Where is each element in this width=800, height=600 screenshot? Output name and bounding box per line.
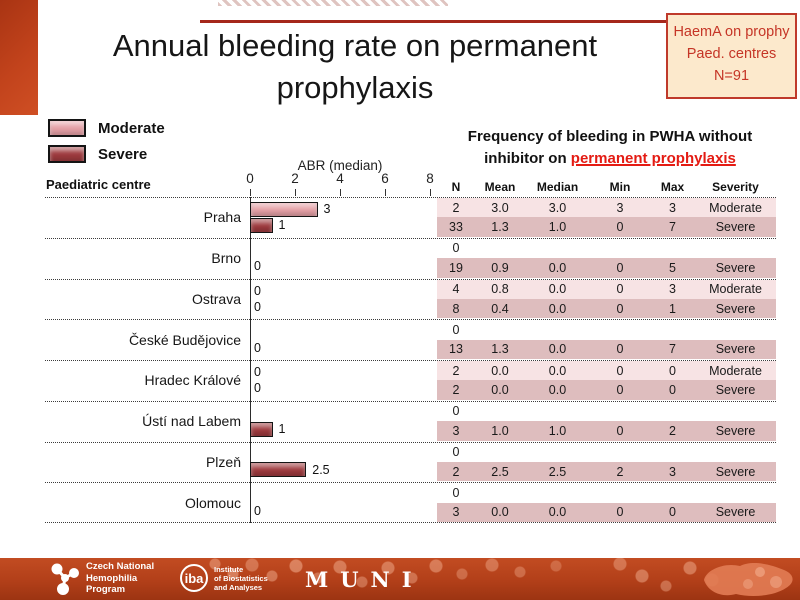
table-cell: 0.0	[548, 342, 567, 357]
centre-label: Ostrava	[191, 290, 241, 307]
iba-line3: and Analyses	[214, 582, 263, 592]
iba-logo-text	[214, 565, 268, 592]
table-title-line2-prefix: inhibitor on	[484, 150, 571, 167]
top-pattern-strip	[218, 0, 448, 6]
table-cell: 1.3	[491, 342, 509, 357]
bar-value-label: 1	[278, 422, 286, 437]
table-row-severe	[437, 299, 776, 318]
bar-line	[250, 380, 261, 396]
table-cell: Moderate	[709, 282, 762, 297]
table-cell: 0.0	[548, 505, 567, 520]
x-tick-label-0: 0	[246, 171, 254, 186]
table-cell: Severe	[715, 342, 756, 357]
cnhp-line1: Czech National	[86, 561, 155, 572]
table-row-severe	[437, 217, 776, 236]
bar-line	[250, 462, 330, 478]
iba-name: iba	[184, 570, 204, 586]
table-cell: 4	[452, 282, 460, 297]
table-row-moderate	[437, 361, 776, 380]
table-title-line2	[445, 148, 775, 170]
table-cell: 0	[616, 363, 624, 378]
table-cell: 2	[616, 464, 624, 479]
severe-swatch-icon	[48, 145, 86, 163]
table-cell: 0	[669, 363, 676, 378]
table-row-empty	[437, 402, 776, 421]
bar-line	[250, 299, 261, 315]
table-cell: 0.8	[491, 282, 509, 297]
x-tick-label-8: 8	[426, 171, 434, 186]
x-tick-mark	[250, 189, 251, 196]
table-cell: 0	[616, 301, 624, 316]
bar-value-label: 3	[323, 202, 331, 217]
table-cell: Severe	[715, 260, 756, 275]
centre-label: Plzeň	[205, 453, 241, 470]
table-column-header: Severity	[712, 180, 759, 194]
table-cell: 0	[452, 445, 460, 460]
bar-severe	[250, 462, 306, 477]
centre-block	[0, 238, 800, 279]
centre-label: Praha	[203, 209, 241, 226]
table-cell: 33	[449, 220, 463, 235]
table-cell: 0.0	[491, 505, 509, 520]
table-row-moderate	[437, 198, 776, 217]
centre-block	[0, 442, 800, 483]
table-row-empty	[437, 320, 776, 339]
table-row-severe	[437, 462, 776, 481]
table-cell: 0.0	[548, 301, 567, 316]
table-row-severe	[437, 340, 776, 359]
page-title	[55, 25, 655, 109]
bar-line	[250, 283, 261, 299]
cnhp-line3: Program	[86, 584, 126, 595]
table-cell: 0	[669, 505, 676, 520]
page-title-line2: prophylaxis	[276, 70, 434, 105]
footer-bar	[0, 558, 800, 600]
centre-label: Brno	[211, 250, 241, 267]
table-cell: Severe	[715, 505, 756, 520]
czech-map-icon	[690, 558, 800, 600]
page-title-line1: Annual bleeding rate on permanent	[112, 28, 598, 63]
table-cell: 0.0	[548, 363, 567, 378]
bar-value-label: 0	[254, 340, 261, 355]
bar-value-label: 0	[254, 259, 261, 274]
table-row-empty	[437, 443, 776, 462]
x-tick-label-4: 4	[336, 171, 344, 186]
cohort-callout-box	[666, 13, 797, 99]
x-tick-label-6: 6	[381, 171, 389, 186]
table-cell: 5	[669, 260, 676, 275]
bar-line	[250, 364, 261, 380]
table-row-empty	[437, 483, 776, 502]
callout-line3: N=91	[713, 68, 750, 84]
table-column-header: Mean	[484, 180, 516, 194]
corner-accent-block	[0, 0, 38, 115]
table-cell: Severe	[715, 220, 756, 235]
centre-label: Olomouc	[184, 494, 241, 511]
table-cell: Severe	[715, 423, 756, 438]
table-cell: 0.0	[548, 260, 567, 275]
x-tick-mark	[385, 189, 386, 196]
table-cell: Moderate	[709, 363, 762, 378]
table-cell: 0.0	[548, 383, 567, 398]
table-cell: 7	[669, 342, 676, 357]
table-row-severe	[437, 258, 776, 277]
centre-label: České Budějovice	[128, 331, 241, 348]
bar-severe	[250, 218, 273, 233]
x-tick-label-2: 2	[291, 171, 299, 186]
iba-line2: of Biostatistics	[214, 573, 268, 583]
table-cell: 0.0	[491, 383, 509, 398]
table-cell: 0	[669, 383, 676, 398]
table-cell: 7	[669, 220, 676, 235]
bar-value-label: 0	[254, 365, 261, 380]
table-cell: 8	[452, 301, 460, 316]
table-title-highlight: permanent prophylaxis	[570, 150, 736, 167]
x-tick-mark	[340, 189, 341, 196]
table-cell: 3.0	[491, 200, 509, 215]
table-cell: 0	[452, 485, 460, 500]
bar-moderate	[250, 202, 318, 217]
bar-value-label: 0	[254, 503, 261, 518]
table-cell: 1.3	[491, 220, 509, 235]
bar-value-label: 2.5	[312, 462, 330, 477]
x-tick-mark	[430, 189, 431, 196]
table-cell: 0	[452, 241, 460, 256]
table-cell: 0.0	[491, 363, 509, 378]
centre-block	[0, 319, 800, 360]
x-axis-title: ABR (median)	[297, 158, 383, 173]
table-cell: 3	[452, 423, 460, 438]
table-cell: 2	[669, 423, 676, 438]
legend-item-severe	[48, 145, 147, 163]
table-title	[445, 126, 775, 170]
table-cell: 0	[616, 220, 624, 235]
bar-value-label: 0	[254, 283, 261, 298]
table-cell: Severe	[715, 301, 756, 316]
table-cell: 2	[452, 363, 460, 378]
table-cell: 3	[669, 282, 676, 297]
bar-line	[250, 201, 330, 217]
table-row-severe	[437, 503, 776, 522]
table-cell: 3	[669, 200, 676, 215]
centre-block	[0, 360, 800, 401]
table-cell: Severe	[715, 383, 756, 398]
table-cell: 1.0	[548, 220, 567, 235]
legend-item-moderate	[48, 119, 165, 137]
table-column-header: Median	[536, 180, 579, 194]
table-cell: 0	[452, 322, 460, 337]
iba-ring-icon	[180, 564, 208, 592]
table-cell: 0	[616, 282, 624, 297]
table-cell: 3	[669, 464, 676, 479]
table-cell: 3.0	[548, 200, 567, 215]
centre-label: Hradec Králové	[144, 372, 241, 389]
table-cell: 0.4	[491, 301, 509, 316]
bar-value-label: 0	[254, 299, 261, 314]
cnhp-logo	[50, 561, 154, 596]
table-cell: 0	[616, 260, 624, 275]
table-cell: 3	[452, 505, 460, 520]
table-cell: 1.0	[491, 423, 509, 438]
table-cell: 0.9	[491, 260, 509, 275]
callout-line1: HaemA on prophy	[673, 24, 790, 40]
centre-block	[0, 197, 800, 238]
table-cell: 0	[616, 505, 624, 520]
legend-label-severe: Severe	[98, 145, 148, 163]
table-cell: 0	[616, 383, 624, 398]
table-cell: 19	[449, 260, 463, 275]
table-cell: 2.5	[491, 464, 509, 479]
iba-line1: Institute	[214, 564, 244, 574]
table-cell: Moderate	[709, 200, 762, 215]
table-cell: 0	[616, 342, 624, 357]
centre-block	[0, 401, 800, 442]
table-cell: 0	[452, 404, 460, 419]
table-cell: 2	[452, 383, 460, 398]
table-row-moderate	[437, 280, 776, 299]
bar-line	[250, 503, 261, 519]
cnhp-line2: Hemophilia	[86, 572, 138, 584]
bar-severe	[250, 422, 273, 437]
bar-line	[250, 421, 285, 437]
table-cell: 2.5	[548, 464, 567, 479]
table-cell: 1.0	[548, 423, 567, 438]
bar-value-label: 1	[278, 218, 286, 233]
bar-line	[250, 258, 261, 274]
x-tick-mark	[295, 189, 296, 196]
centre-label: Ústí nad Labem	[142, 413, 241, 430]
table-cell: 0.0	[548, 282, 567, 297]
table-cell: 0	[616, 423, 624, 438]
chart-table-rows	[0, 197, 800, 523]
iba-logo	[180, 564, 268, 592]
table-header-row	[437, 178, 776, 196]
table-column-header: N	[451, 180, 461, 194]
bar-value-label: 0	[254, 381, 261, 396]
legend-label-moderate: Moderate	[98, 119, 165, 137]
table-cell: 13	[449, 342, 463, 357]
callout-line2: Paed. centres	[686, 46, 777, 62]
centre-block	[0, 482, 800, 523]
row-axis-header: Paediatric centre	[46, 177, 151, 192]
bar-line	[250, 217, 285, 233]
table-row-empty	[437, 239, 776, 258]
table-cell: 2	[452, 200, 460, 215]
table-cell: 1	[669, 301, 676, 316]
muni-logo: MUNI	[305, 567, 424, 592]
table-row-severe	[437, 380, 776, 399]
cnhp-molecule-icon	[50, 561, 80, 595]
table-column-header: Min	[609, 180, 631, 194]
table-cell: 3	[616, 200, 624, 215]
table-cell: 2	[452, 464, 460, 479]
moderate-swatch-icon	[48, 119, 86, 137]
table-title-line1: Frequency of bleeding in PWHA without	[467, 128, 753, 145]
centre-block	[0, 279, 800, 320]
table-cell: Severe	[715, 464, 756, 479]
cnhp-logo-text	[86, 561, 154, 596]
table-row-severe	[437, 421, 776, 440]
bar-line	[250, 340, 261, 356]
table-column-header: Max	[660, 180, 685, 194]
